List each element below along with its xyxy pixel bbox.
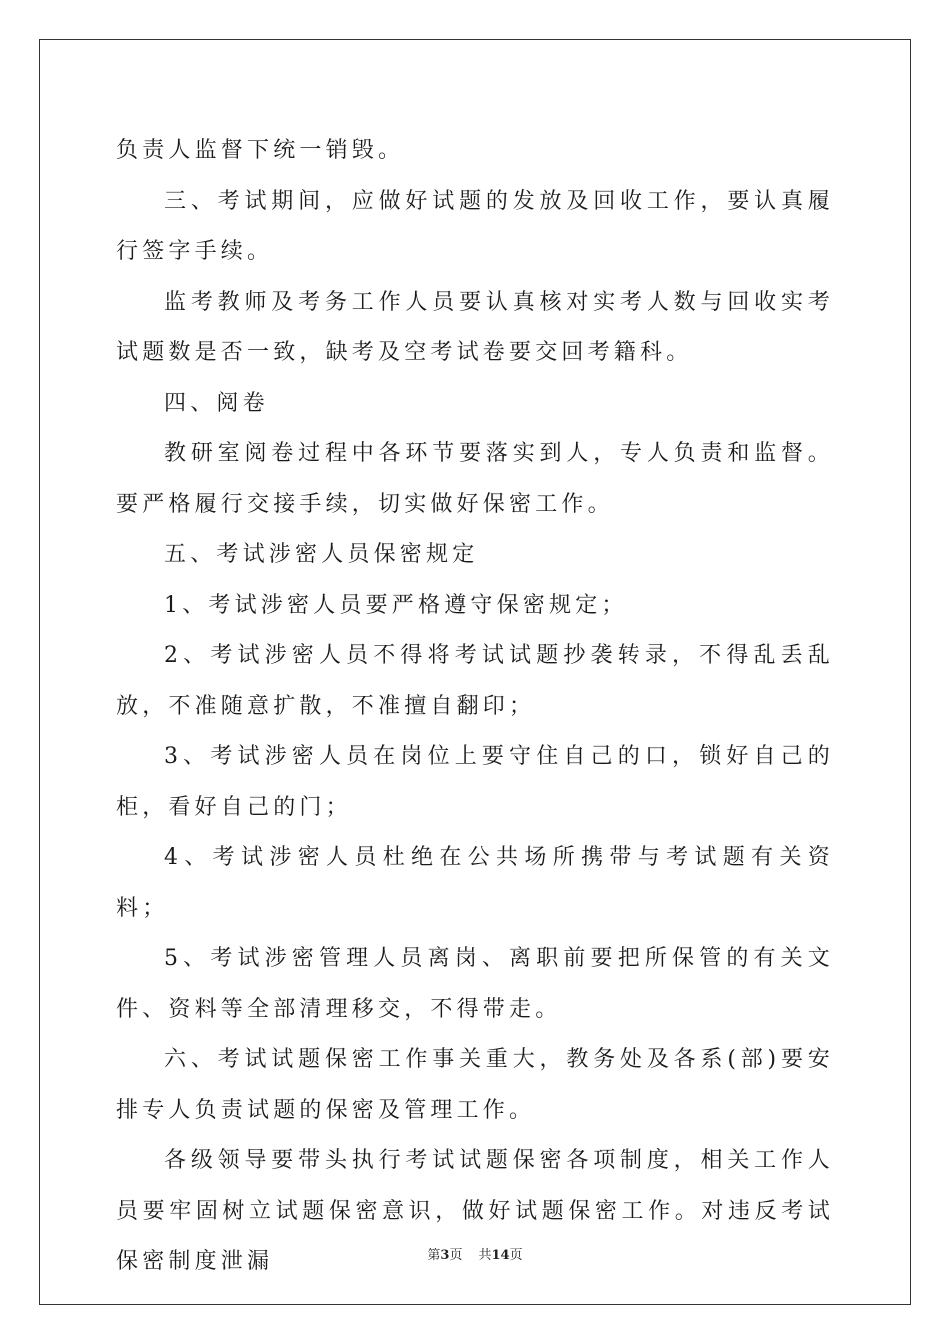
paragraph: 监考教师及考务工作人员要认真核对实考人数与回收实考试题数是否一致，缺考及空考试卷要交回考籍科。 [116, 289, 834, 365]
total-suffix: 页 [509, 1248, 523, 1263]
paragraph: 三、考试期间，应做好试题的发放及回收工作，要认真履行签字手续。 [116, 188, 834, 264]
total-pages: 14 [491, 1248, 510, 1263]
page-number: 3 [440, 1248, 450, 1263]
paragraph: 负责人监督下统一销毁。 [116, 138, 405, 163]
page-suffix: 页 [449, 1248, 463, 1263]
list-item: 2、考试涉密人员不得将考试试题抄袭转录，不得乱丢乱放，不准随意扩散，不准擅自翻印； [116, 643, 834, 719]
list-item: 4、考试涉密人员杜绝在公共场所携带与考试题有关资料； [116, 845, 834, 921]
list-item: 5、考试涉密管理人员离岗、离职前要把所保管的有关文件、资料等全部清理移交，不得带走。 [116, 946, 834, 1022]
section-heading: 五、考试涉密人员保密规定 [164, 542, 479, 567]
list-item: 3、考试涉密人员在岗位上要守住自己的口，锁好自己的柜，看好自己的门； [116, 744, 834, 820]
paragraph: 教研室阅卷过程中各环节要落实到人，专人负责和监督。要严格履行交接手续，切实做好保密工作。 [116, 441, 834, 517]
paragraph: 各级领导要带头执行考试试题保密各项制度，相关工作人员要牢固树立试题保密意识，做好试题保密工作。对违反考试保密制度泄漏 [116, 1148, 834, 1274]
list-item: 1、考试涉密人员要严格遵守保密规定； [164, 592, 628, 618]
total-prefix: 共 [478, 1248, 492, 1263]
page-prefix: 第 [427, 1248, 441, 1263]
document-body [116, 126, 834, 1288]
paragraph: 六、考试试题保密工作事关重大，教务处及各系(部)要安排专人负责试题的保密及管理工作。 [116, 1047, 834, 1123]
page-footer [0, 1244, 950, 1263]
section-heading: 四、阅卷 [164, 390, 269, 416]
